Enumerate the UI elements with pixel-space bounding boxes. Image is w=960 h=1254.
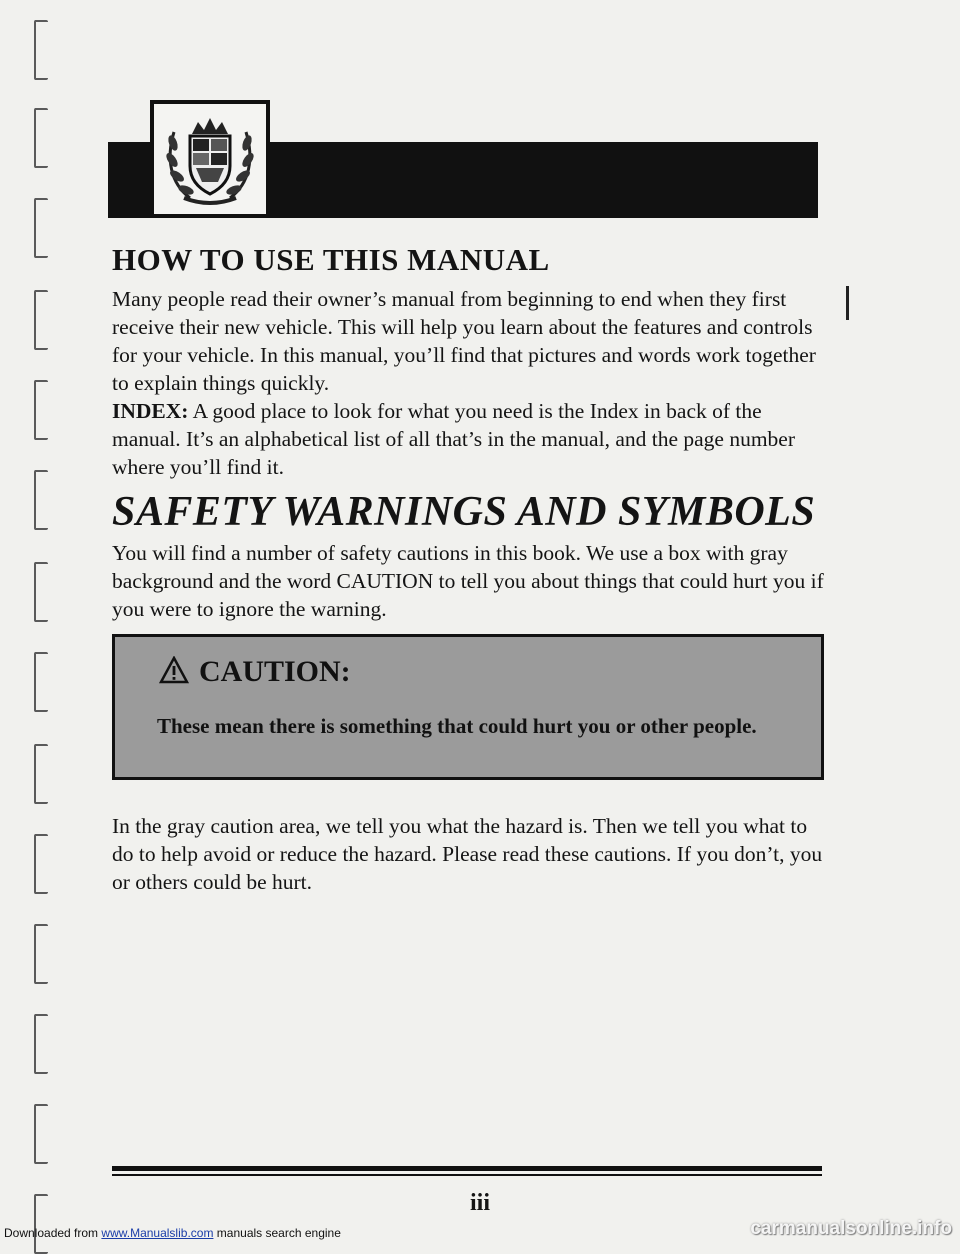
caution-text: These mean there is something that could hurt you or other people. — [157, 714, 757, 738]
safety-paragraph: You will find a number of safety cautions in this book. We use a box with gray background and the word CAUTION to tell you about things that could hurt you if you were to ignore the warning. — [112, 541, 824, 621]
download-note — [4, 1226, 341, 1240]
binder-slot — [34, 924, 48, 984]
binder-slot — [34, 380, 48, 440]
download-suffix: manuals search engine — [216, 1226, 341, 1240]
index-paragraph — [112, 397, 824, 481]
binder-slot — [34, 562, 48, 622]
watermark: carmanualsonline.info — [750, 1218, 952, 1239]
footer-rule-thin — [112, 1174, 822, 1176]
binder-slot — [34, 834, 48, 894]
binder-slot — [34, 1014, 48, 1074]
page-number: iii — [469, 1190, 490, 1216]
binder-slot — [34, 198, 48, 258]
manualslib-link[interactable]: www.Manualslib.com — [101, 1226, 214, 1240]
binder-slot — [34, 744, 48, 804]
binder-slot — [34, 470, 48, 530]
caution-title-row — [159, 655, 351, 692]
intro-paragraph: Many people read their owner’s manual from beginning to end when they first receive their new vehicle. This will help you learn about the features and controls for your vehicle. In this manual, you’ll find that pictures and words work together to explain things quickly. — [112, 287, 816, 395]
caution-title: CAUTION: — [199, 655, 351, 688]
index-label: INDEX: — [112, 399, 189, 423]
binder-slot — [34, 1104, 48, 1164]
caution-box — [112, 634, 824, 780]
warning-triangle-icon — [159, 656, 189, 692]
binder-slot — [34, 108, 48, 168]
section-title: HOW TO USE THIS MANUAL — [112, 242, 550, 277]
download-prefix: Downloaded from — [4, 1226, 99, 1240]
binder-slot — [34, 652, 48, 712]
emblem-box — [150, 100, 270, 218]
crest-wreath-icon — [160, 108, 260, 212]
revision-bar — [846, 286, 849, 320]
binder-slot — [34, 20, 48, 80]
safety-title: SAFETY WARNINGS AND SYMBOLS — [112, 489, 816, 535]
footer-rule — [112, 1166, 822, 1171]
after-caution-paragraph: In the gray caution area, we tell you what the hazard is. Then we tell you what to do to help avoid or reduce the hazard. Please read these cautions. If you don’t, you or others could be hurt. — [112, 814, 823, 894]
index-text: A good place to look for what you need is the Index in back of the manual. It’s an alphabetical list of all that’s in the manual, and the page number where you’ll find it. — [112, 399, 796, 479]
binder-slot — [34, 290, 48, 350]
